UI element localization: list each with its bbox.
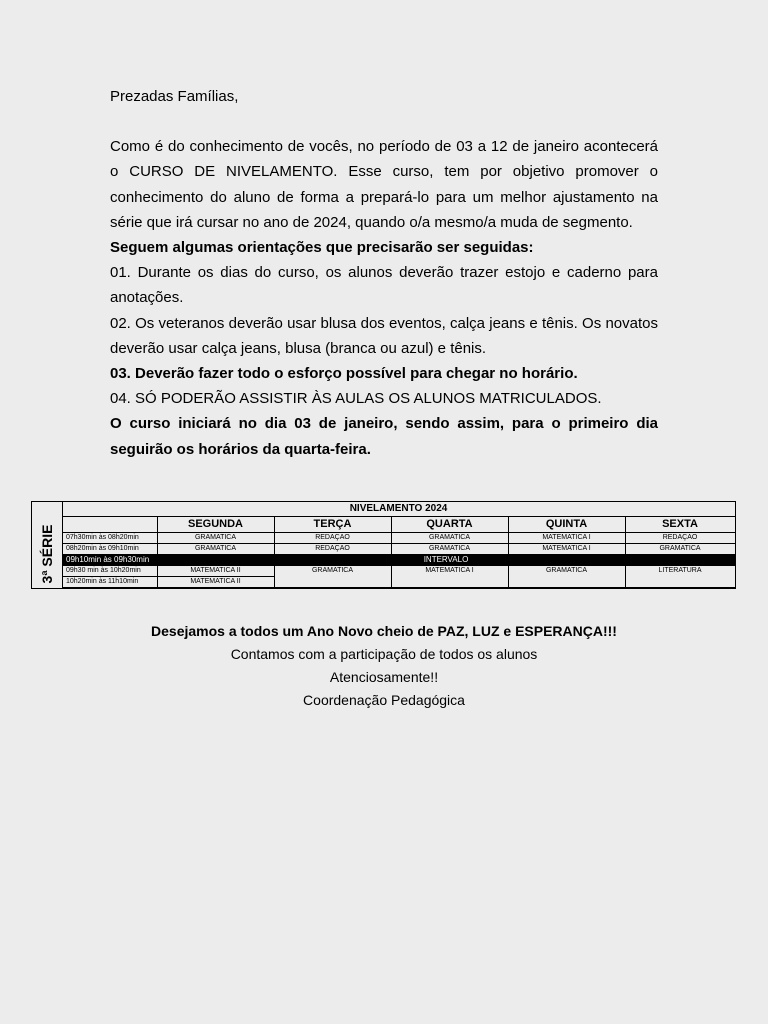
greeting: Prezadas Famílias, [110, 88, 239, 105]
guidelines-heading: Seguem algumas orientações que precisarão ser seguidas: [110, 239, 534, 257]
guideline-item-4: 04. SÓ PODERÃO ASSISTIR ÀS AULAS OS ALUNOS MATRICULADOS. [110, 390, 602, 408]
letter-body [110, 84, 658, 462]
signature: Coordenação Pedagógica [303, 692, 465, 708]
day-header: SEXTA [625, 517, 735, 533]
participation-line: Contamos com a participação de todos os alunos [230, 646, 538, 662]
table-row [62, 566, 735, 577]
day-header: QUARTA [391, 517, 508, 533]
subject-cell: GRAMATICA [391, 544, 508, 555]
subject-cell: GRAMATICA [508, 566, 625, 588]
time-slot: 10h20min às 11h10min [62, 577, 157, 588]
time-slot: 08h20min às 09h10min [62, 544, 157, 555]
new-year-wish: Desejamos a todos um Ano Novo cheio de PAZ, LUZ e ESPERANÇA!!! [151, 623, 617, 639]
guideline-item-3: 03. Deverão fazer todo o esforço possível para chegar no horário. [110, 365, 578, 383]
closing-block [0, 620, 768, 712]
grade-label-cell [32, 502, 63, 588]
schedule-title: NIVELAMENTO 2024 [62, 502, 735, 517]
subject-cell: MATEMATICA II [157, 577, 274, 588]
subject-cell: GRAMATICA [391, 533, 508, 544]
subject-cell: GRAMATICA [157, 544, 274, 555]
intro-paragraph: Como é do conhecimento de vocês, no período de 03 a 12 de janeiro acontecerá o CURSO DE NIVELAMENTO. Esse curso, tem por objetivo promover o conhecimento do aluno de forma a prepará-lo para um melhor ajustamento na série que irá cursar no ano de 2024, quando o/a mesmo/a muda de segmento. [110, 138, 658, 231]
grade-label: 3ª SÉRIE [39, 524, 55, 584]
schedule-table [31, 501, 736, 589]
guideline-item-2: 02. Os veteranos deverão usar blusa dos eventos, calça jeans e tênis. Os novatos deverão usar calça jeans, blusa (branca ou azul) e tênis. [110, 314, 658, 357]
subject-cell: GRAMATICA [625, 544, 735, 555]
regards-line: Atenciosamente!! [329, 669, 439, 685]
subject-cell: GRAMATICA [274, 566, 391, 588]
subject-cell: MATEMATICA II [157, 566, 274, 577]
subject-cell: GRAMATICA [157, 533, 274, 544]
subject-cell: MATEMATICA I [508, 533, 625, 544]
subject-cell: REDAÇAO [625, 533, 735, 544]
day-header: QUINTA [508, 517, 625, 533]
time-slot: 07h30min às 08h20min [62, 533, 157, 544]
time-slot: 09h30 min às 10h20min [62, 566, 157, 577]
subject-cell: MATEMATICA I [391, 566, 508, 588]
subject-cell: MATEMATICA I [508, 544, 625, 555]
day-header: SEGUNDA [157, 517, 274, 533]
table-row [62, 544, 735, 555]
time-slot: 09h10min às 09h30min [62, 555, 157, 566]
subject-cell: LITERATURA [625, 566, 735, 588]
subject-cell: REDAÇAO [274, 544, 391, 555]
subject-cell: REDAÇAO [274, 533, 391, 544]
interval-label: INTERVALO [157, 555, 735, 566]
interval-row [62, 555, 735, 566]
day-header: TERÇA [274, 517, 391, 533]
start-note: O curso iniciará no dia 03 de janeiro, sendo assim, para o primeiro dia seguirão os horários da quarta-feira. [110, 415, 658, 458]
table-row [62, 533, 735, 544]
time-header [62, 517, 157, 533]
guideline-item-1: 01. Durante os dias do curso, os alunos deverão trazer estojo e caderno para anotações. [110, 264, 658, 307]
